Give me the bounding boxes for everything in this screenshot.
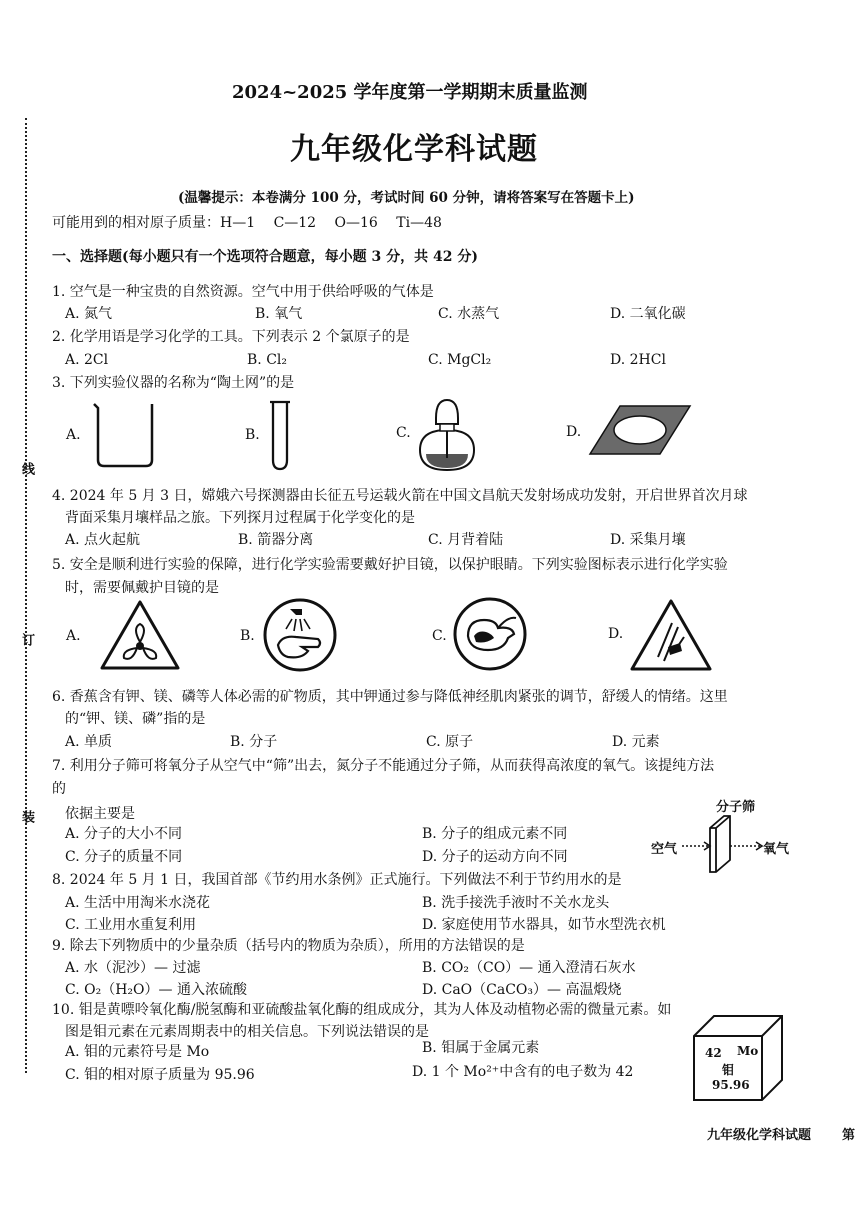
q9-option-c: C. O₂（H₂O）— 通入浓硫酸	[65, 982, 247, 998]
margin-label-zhuang: 装	[19, 810, 34, 823]
q7-option-a: A. 分子的大小不同	[65, 826, 183, 842]
q7-option-c: C. 分子的质量不同	[65, 849, 183, 865]
hot-item-icon	[452, 596, 528, 672]
q4-stem-line2: 背面采集月壤样品之旅。下列探月过程属于化学变化的是	[65, 510, 415, 526]
q7-stem-line3: 依据主要是	[65, 806, 135, 822]
q10-option-d: D. 1 个 Mo²⁺中含有的电子数为 42	[412, 1064, 634, 1080]
q2-stem: 2. 化学用语是学习化学的工具。下列表示 2 个氯原子的是	[52, 329, 410, 345]
q5-option-c: C.	[432, 628, 447, 644]
q8-option-c: C. 工业用水重复利用	[65, 917, 197, 933]
q8-option-a: A. 生活中用淘米水浇花	[65, 895, 211, 911]
q7-stem-line1: 7. 利用分子筛可将氧分子从空气中“筛”出去，氮分子不能通过分子筛，从而获得高浓度的氧气。该提纯方法	[52, 758, 715, 774]
q6-option-c: C. 原子	[426, 734, 474, 750]
q9-option-d: D. CaO（CaCO₃）— 高温煅烧	[422, 982, 622, 998]
q5-option-b: B.	[240, 628, 255, 644]
atomic-masses: 可能用到的相对原子质量：H—1 C—12 O—16 Ti—48	[52, 215, 442, 231]
test-tube-image	[266, 400, 294, 472]
q8-option-d: D. 家庭使用节水器具，如节水型洗衣机	[422, 917, 666, 933]
q10-option-b: B. 钼属于金属元素	[422, 1040, 540, 1056]
exam-title: 2024~2025 学年度第一学期期末质量监测	[232, 82, 588, 103]
q8-option-b: B. 洗手接洗手液时不关水龙头	[422, 895, 610, 911]
q7-option-b: B. 分子的组成元素不同	[422, 826, 568, 842]
q2-option-d: D. 2HCl	[610, 352, 666, 368]
q6-option-d: D. 元素	[612, 734, 660, 750]
element-mass: 95.96	[712, 1078, 750, 1092]
q4-stem-line1: 4. 2024 年 5 月 3 日，嫦娥六号探测器由长征五号运载火箭在中国文昌航天发射场成功发射，开启世界首次月球	[52, 488, 748, 504]
q3-option-d: D.	[566, 424, 582, 440]
element-atomic-number: 42	[705, 1046, 722, 1060]
q4-option-c: C. 月背着陆	[428, 532, 504, 548]
oxygen-label: 氧气	[763, 842, 790, 857]
q5-stem-line1: 5. 安全是顺利进行实验的保障，进行化学实验需要戴好护目镜，以保护眼睛。下列实验图标表示进行化学实验	[52, 557, 728, 573]
q1-option-d: D. 二氧化碳	[610, 306, 686, 322]
q2-option-a: A. 2Cl	[65, 352, 109, 368]
sharp-object-icon	[628, 597, 714, 673]
footer-text: 九年级化学科试题	[707, 1128, 812, 1143]
alcohol-lamp-image	[412, 392, 482, 474]
notice: (温馨提示：本卷满分 100 分，考试时间 60 分钟，请将答案写在答题卡上)	[178, 190, 635, 206]
beaker-image	[90, 400, 160, 470]
subject-title: 九年级化学科试题	[290, 132, 538, 167]
q5-option-d: D.	[608, 626, 624, 642]
q5-option-a: A.	[66, 628, 81, 644]
q5-stem-line2: 时，需要佩戴护目镜的是	[65, 580, 219, 596]
q8-stem: 8. 2024 年 5 月 1 日，我国首部《节约用水条例》正式施行。下列做法不利于节约用水的是	[52, 872, 622, 888]
binding-dotted-line	[25, 118, 27, 1073]
q10-option-c: C. 钼的相对原子质量为 95.96	[65, 1067, 255, 1083]
q4-option-b: B. 箭器分离	[238, 532, 314, 548]
sieve-label: 分子筛	[716, 800, 756, 815]
air-label: 空气	[651, 842, 678, 857]
q1-option-b: B. 氧气	[255, 306, 303, 322]
section-title: 一、选择题(每小题只有一个选项符合题意，每小题 3 分，共 42 分)	[52, 249, 478, 265]
element-name: 钼	[722, 1063, 735, 1077]
q7-stem-line2: 的	[52, 781, 66, 797]
q4-option-d: D. 采集月壤	[610, 532, 686, 548]
margin-label-ding: 订	[19, 633, 34, 646]
margin-label-line: 线	[19, 462, 34, 475]
q3-option-a: A.	[66, 427, 81, 443]
q10-stem-line2: 图是钼元素在元素周期表中的相关信息。下列说法错误的是	[65, 1024, 429, 1040]
q6-stem-line2: 的“钾、镁、磷”指的是	[65, 711, 206, 727]
molecular-sieve-diagram	[680, 814, 764, 874]
q3-stem: 3. 下列实验仪器的名称为“陶土网”的是	[52, 375, 295, 391]
q10-option-a: A. 钼的元素符号是 Mo	[65, 1044, 210, 1060]
q1-option-c: C. 水蒸气	[438, 306, 500, 322]
q1-stem: 1. 空气是一种宝贵的自然资源。空气中用于供给呼吸的气体是	[52, 284, 434, 300]
q9-option-b: B. CO₂（CO）— 通入澄清石灰水	[422, 960, 636, 976]
q6-stem-line1: 6. 香蕉含有钾、镁、磷等人体必需的矿物质，其中钾通过参与降低神经肌肉紧张的调节，舒缓人的情绪。这里	[52, 689, 728, 705]
q4-option-a: A. 点火起航	[65, 532, 141, 548]
clay-gauze-image	[588, 404, 692, 456]
fan-ventilation-icon	[98, 598, 182, 672]
q10-stem-line1: 10. 钼是黄嘌呤氧化酶/脱氢酶和亚硫酸盐氧化酶的组成成分，其为人体及动植物必需的微量元素。如	[52, 1002, 672, 1018]
q1-option-a: A. 氮气	[65, 306, 113, 322]
q6-option-a: A. 单质	[65, 734, 113, 750]
element-symbol: Mo	[737, 1044, 759, 1058]
q6-option-b: B. 分子	[230, 734, 278, 750]
footer-page: 第	[842, 1128, 856, 1143]
q2-option-b: B. Cl₂	[247, 352, 287, 368]
q3-option-c: C.	[396, 425, 411, 441]
q7-option-d: D. 分子的运动方向不同	[422, 849, 568, 865]
q9-option-a: A. 水（泥沙）— 过滤	[65, 960, 201, 976]
q9-stem: 9. 除去下列物质中的少量杂质（括号内的物质为杂质），所用的方法错误的是	[52, 938, 525, 954]
q2-option-c: C. MgCl₂	[428, 352, 492, 368]
hand-washing-icon	[262, 597, 338, 673]
q3-option-b: B.	[245, 427, 260, 443]
